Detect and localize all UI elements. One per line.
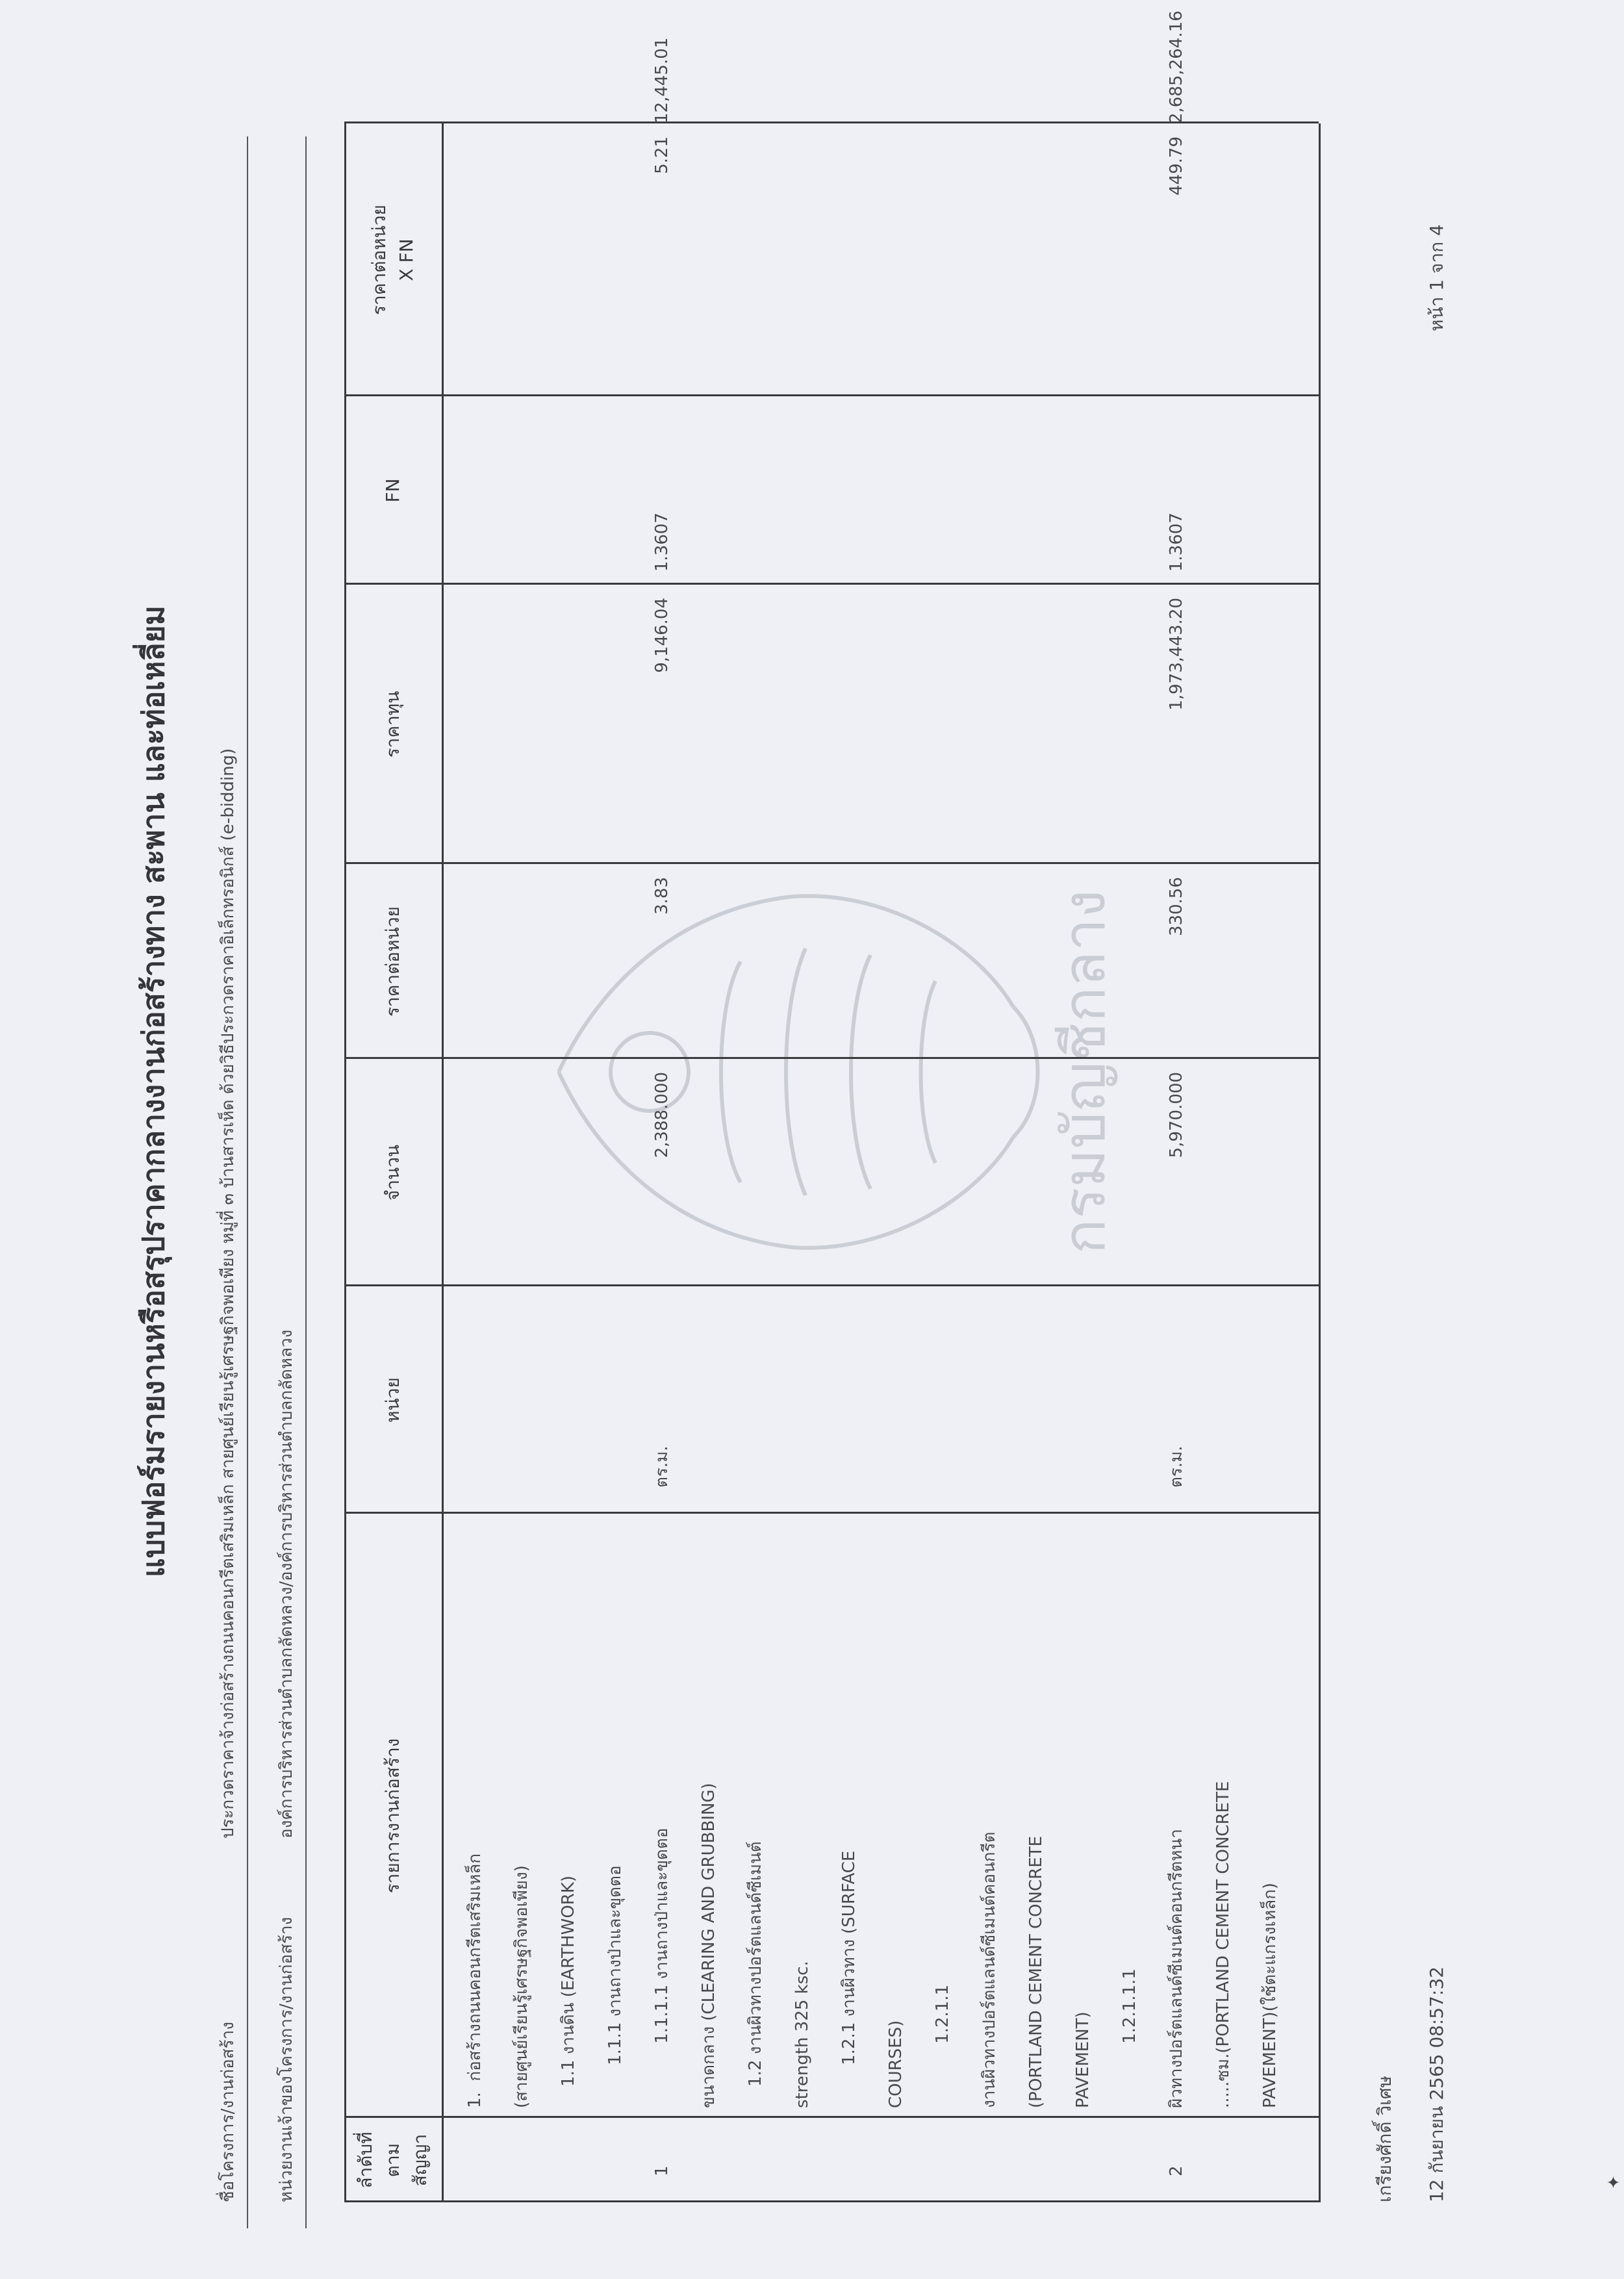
row-1-unit-price: 3.83 (652, 877, 672, 915)
project-value: ประกวดราคาจ้างก่อสร้างถนนคอนกรีตเสริมเหล็ก สายศูนย์เรียนรู้เศรษฐกิจพอเพียง หมู่ที่ ๓ บ้านสารเห็ด ด้วยวิธีประกวดราคาอิเล็กทรอนิกส์ (e-bidding) (218, 748, 238, 1839)
col-header-unit-price-fn: ราคาต่อหน่วย X FN (368, 205, 417, 315)
description-line: COURSES) (886, 2020, 906, 2108)
row-2-no: 2 (1167, 2165, 1186, 2176)
description-line: 1.2.1.1.1 (1120, 1968, 1139, 2108)
col-header-item: รายการงานก่อสร้าง (382, 1738, 403, 1894)
row-1-qty: 2,388.000 (652, 1072, 672, 1158)
row-1-unit-price-fn: 5.21 (652, 136, 672, 174)
description-line: 1.2.1 งานผิวทาง (SURFACE (839, 1850, 859, 2108)
row-2-cost: 1,973,443.20 (1167, 598, 1186, 711)
col-header-fn: FN (382, 478, 403, 503)
description-line: 1.1 งานดิน (EARTHWORK) (559, 1875, 578, 2108)
description-line: งานผิวทางปอร์ตแลนด์ซีเมนต์คอนกรีต (980, 1831, 999, 2108)
description-line: strength 325 ksc. (793, 1961, 812, 2108)
page-number: หน้า 1 จาก 4 (1426, 224, 1447, 331)
row-1-fn: 1.3607 (652, 513, 672, 572)
description-line: .....ซม.(PORTLAND CEMENT CONCRETE (1213, 1781, 1233, 2108)
price-table: ลำดับที่ ตามสัญญา รายการงานก่อสร้าง หน่วย จำนวน ราคาต่อหน่วย ราคาทุน FN ราคาต่อหน่วย X FN 1. ก่อสร้างถนนคอนกรีตเสริมเหล็ก (สายศูนย์เรียนรู้เศรษฐกิจพอเพียง) 1.1 งานดิน (EARTHWORK) 1.1.1 งานถางป่าและขุดตอ 1.1.1.1 งานถางป่าและขุดตอ ขนาดกลาง (CLEARING AND GRUBBING) 1.2 งานผิวทางปอร์ตแลนด์ซีเมนต์ strength 325 ksc. 1.2.1 งานผิวทาง (SURFACE COURSES) 1.2.1.1 งานผิวทางปอร์ตแลนด์ซีเมนต์คอนกรีต (PORTLAND CEMENT CONCRETE PAVEMENT) 1.2.1.1.1 ผิวทางปอร์ตแลนด์ซีเมนต์คอนกรีตหนา .....ซม.(PORTLAND CEMENT CONCRETE PAVEMENT)(ใช้ตะแกรงเหล็ก) 1 ตร.ม. 2,388.000 3.83 9,146.04 1.3607 5.21 2 ตร.ม. 5,970.000 330.56 1,973,443.20 1.3607 449.79 12,445.01 2,685,264.16 (344, 123, 1319, 2202)
row-2-unit-price: 330.56 (1167, 877, 1186, 936)
description-line: 1.1.1 งานถางป่าและขุดตอ (605, 1865, 625, 2108)
col-header-no: ลำดับที่ ตามสัญญา (355, 2132, 431, 2189)
row-2-fn: 1.3607 (1167, 513, 1186, 572)
seal-text: กรมบัญชีกลาง (1050, 889, 1119, 1254)
description-line: (สายศูนย์เรียนรู้เศรษฐกิจพอเพียง) (512, 1865, 531, 2108)
owner-value: องค์การบริหารส่วนตำบลกลัดหลวง/องค์การบริหารส่วนตำบลกลัดหลวง (277, 1329, 296, 1839)
signer-name: เกรียงศักดิ์ วิเศษ (1374, 2076, 1395, 2202)
description-line: (PORTLAND CEMENT CONCRETE (1026, 1835, 1046, 2108)
header-rule (247, 136, 248, 2228)
print-datetime: 12 กันยายน 2565 08:57:32 (1426, 1966, 1447, 2202)
owner-label: หน่วยงานเจ้าของโครงการ/งานก่อสร้าง (277, 1916, 296, 2202)
description-line: ผิวทางปอร์ตแลนด์ซีเมนต์คอนกรีตหนา (1167, 1829, 1186, 2108)
row-1-cost: 9,146.04 (652, 598, 672, 673)
description-line: 1.2.1.1 (933, 1984, 952, 2108)
row-1-unit: ตร.ม. (652, 1445, 672, 1488)
row-2-unit-price-fn: 449.79 (1167, 136, 1186, 196)
margin-mark: ✦ (1605, 2175, 1624, 2189)
col-header-cost: ราคาทุน (382, 691, 403, 758)
rotated-content (78, 10, 1624, 2228)
col-header-unit: หน่วย (382, 1377, 403, 1423)
description-line: 1. ก่อสร้างถนนคอนกรีตเสริมเหล็ก (465, 1853, 485, 2108)
col-header-unit-price: ราคาต่อหน่วย (382, 906, 403, 1017)
description-line: 1.2 งานผิวทางปอร์ตแลนด์ซีเมนต์ (746, 1841, 765, 2108)
description-line: PAVEMENT) (1073, 2011, 1093, 2108)
description-line: 1.1.1.1 งานถางป่าและขุดตอ (652, 1827, 672, 2108)
header-rule (305, 136, 307, 2228)
project-label: ชื่อโครงการ/งานก่อสร้าง (218, 2022, 238, 2202)
row-2-qty: 5,970.000 (1167, 1072, 1186, 1158)
row-2-unit: ตร.ม. (1167, 1445, 1186, 1488)
col-header-qty: จำนวน (382, 1144, 403, 1201)
row-1-no: 1 (652, 2165, 672, 2176)
description-line: ขนาดกลาง (CLEARING AND GRUBBING) (699, 1783, 718, 2108)
document-title: แบบฟอร์มรายงานหรือสรุปราคากลางงานก่อสร้างทาง สะพาน และท่อเหลี่ยม (136, 605, 171, 1577)
description-line: PAVEMENT)(ใช้ตะแกรงเหล็ก) (1260, 1882, 1280, 2108)
